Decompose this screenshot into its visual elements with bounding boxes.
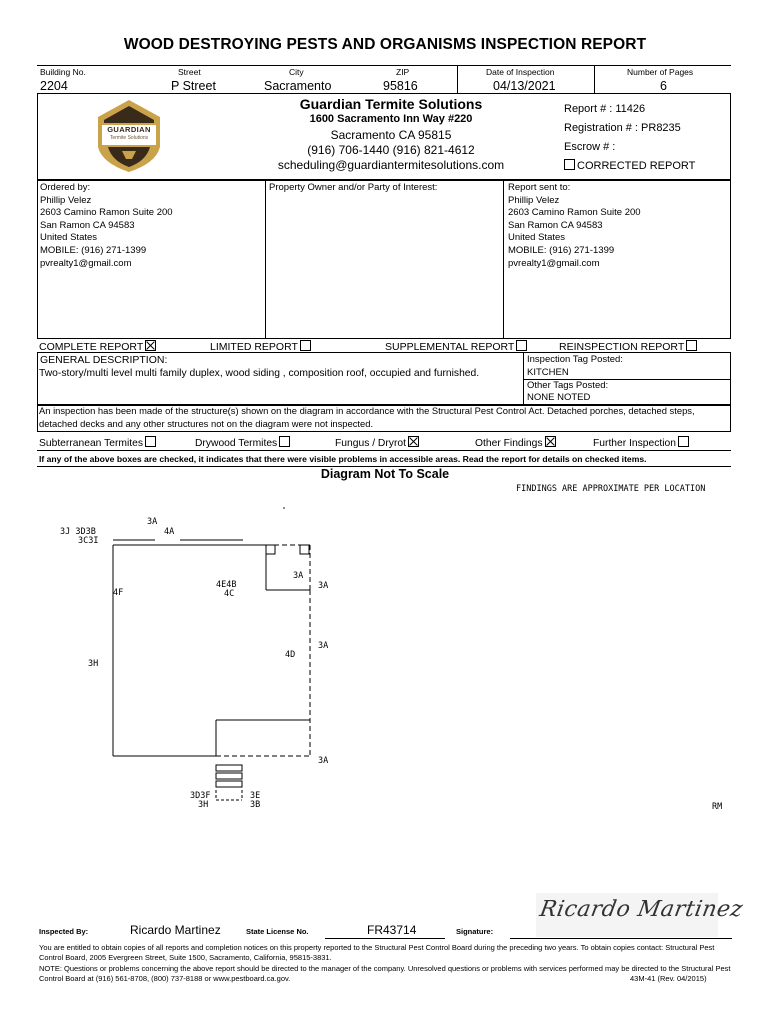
- company-phones: (916) 706-1440 (916) 821-4612: [307, 143, 475, 157]
- subterranean-label: Subterranean Termites: [39, 438, 143, 449]
- ordered-by-street: 2603 Camino Ramon Suite 200: [40, 207, 173, 219]
- ordered-by-name: Phillip Velez: [40, 194, 92, 206]
- marker-box-2: [300, 545, 309, 554]
- label-3d3f: 3D3F: [190, 791, 211, 801]
- signature-underline: [510, 938, 732, 939]
- report-sent-city: San Ramon CA 94583: [508, 219, 603, 231]
- label-3a-right-1: 3A: [293, 571, 304, 581]
- limited-report-label: LIMITED REPORT: [210, 341, 298, 353]
- other-findings-label: Other Findings: [475, 438, 543, 449]
- ordered-by-city: San Ramon CA 94583: [40, 219, 135, 231]
- license-number: FR43714: [367, 923, 417, 937]
- diagram-dot: [283, 507, 285, 509]
- label-3h-bottom: 3H: [198, 800, 209, 810]
- label-3e: 3E: [250, 791, 261, 801]
- date-value: 04/13/2021: [493, 79, 556, 93]
- notice-copies: You are entitled to obtain copies of all reports and completion notices on this property reported to the Structural Pest Control Board during the preceding two years. To obtain copies contact: Structural Pest Control Board, 2005 Evergreen Street, Suite 1500, Sacramento, California, 95815-3831.: [39, 943, 715, 962]
- tag-posted-label: Inspection Tag Posted:: [527, 354, 623, 365]
- inspector-name: Ricardo Martinez: [130, 923, 221, 937]
- building-label: Building No.: [40, 67, 86, 77]
- label-4e4b: 4E4B: [216, 580, 237, 590]
- signature-image: [536, 893, 745, 937]
- other-tags-value: NONE NOTED: [527, 392, 591, 403]
- ordered-by-email: pvrealty1@gmail.com: [40, 257, 132, 269]
- zip-value: 95816: [383, 79, 418, 93]
- further-inspection-label: Further Inspection: [593, 438, 676, 449]
- label-4c: 4C: [224, 589, 235, 599]
- zip-label: ZIP: [396, 67, 410, 77]
- label-3a-right-2: 3A: [318, 581, 329, 591]
- street-value: P Street: [171, 79, 216, 93]
- pages-value: 6: [660, 79, 667, 93]
- report-sent-phone: MOBILE: (916) 271-1399: [508, 244, 615, 256]
- report-sent-street: 2603 Camino Ramon Suite 200: [508, 207, 641, 219]
- drywood-label: Drywood Termites: [195, 438, 278, 449]
- stair-step-3: [216, 781, 242, 787]
- report-title: WOOD DESTROYING PESTS AND ORGANISMS INSPECTION REPORT: [123, 36, 647, 53]
- label-rm: RM: [712, 802, 723, 812]
- company-city: Sacramento CA 95815: [330, 128, 452, 142]
- stair-step-1: [216, 765, 242, 771]
- company-name: Guardian Termite Solutions: [299, 96, 483, 112]
- license-label: State License No.: [246, 927, 309, 936]
- label-4f: 4F: [113, 588, 124, 598]
- reinspection-report-label: REINSPECTION REPORT: [559, 341, 685, 353]
- label-4a: 4A: [164, 527, 175, 537]
- date-label: Date of Inspection: [486, 67, 555, 77]
- inspected-by-label: Inspected By:: [39, 927, 89, 936]
- diagram-note: FINDINGS ARE APPROXIMATE PER LOCATION: [516, 484, 706, 494]
- logo-text-sub: Termite Solutions: [109, 135, 149, 141]
- report-sent-email: pvrealty1@gmail.com: [508, 257, 600, 269]
- label-4d: 4D: [285, 650, 296, 660]
- city-label: City: [289, 67, 304, 77]
- general-description-label: GENERAL DESCRIPTION:: [40, 354, 168, 366]
- stair-step-2: [216, 773, 242, 779]
- owner-label: Property Owner and/or Party of Interest:: [269, 182, 438, 193]
- label-3b: 3B: [250, 800, 261, 810]
- report-sent-name: Phillip Velez: [508, 194, 560, 206]
- general-description-text: Two-story/multi level multi family duplex, wood siding , composition roof, occupied and furnished.: [39, 368, 480, 379]
- warning-text: If any of the above boxes are checked, it indicates that there were visible problems in accessible areas. Read the report for details on checked items.: [39, 454, 647, 464]
- label-3a-bottom: 3A: [318, 756, 329, 766]
- pages-label: Number of Pages: [627, 67, 694, 77]
- label-3j-3d3b: 3J 3D3B: [60, 527, 96, 537]
- marker-box-1: [266, 545, 275, 554]
- other-tags-label: Other Tags Posted:: [527, 380, 609, 391]
- registration-number: Registration # : PR8235: [564, 122, 681, 134]
- form-number: 43M-41 (Rev. 04/2015): [626, 974, 707, 983]
- ordered-by-country: United States: [40, 232, 98, 244]
- company-address: 1600 Sacramento Inn Way #220: [309, 113, 473, 125]
- tag-posted-value: KITCHEN: [527, 367, 569, 378]
- logo-text-guardian: GUARDIAN: [107, 125, 151, 134]
- escrow-number: Escrow # :: [564, 141, 616, 153]
- signature-text: Ricardo Martinez: [537, 897, 745, 922]
- corrected-report-label: CORRECTED REPORT: [577, 160, 696, 172]
- label-3a-right-3: 3A: [318, 641, 329, 651]
- notice-questions: NOTE: Questions or problems concerning the above report should be directed to the manager of the company. Unresolved questions or problems with services performed may be directed to the Structural Pest Control Board at (916) 561-8708, (800) 737-8188 or www.pestboard.ca.gov.: [39, 964, 731, 983]
- diagram-title: Diagram Not To Scale: [320, 467, 450, 481]
- ordered-by-phone: MOBILE: (916) 271-1399: [40, 244, 147, 256]
- inspection-statement: An inspection has been made of the structure(s) shown on the diagram in accordance with the Structural Pest Control Act. Detached porches, detached steps, detached decks and any other structures not on the diagram were not inspected.: [39, 405, 695, 429]
- label-3c3i: 3C3I: [78, 536, 99, 546]
- supplemental-report-label: SUPPLEMENTAL REPORT: [385, 341, 515, 353]
- fungus-label: Fungus / Dryrot: [335, 438, 406, 449]
- signature-label: Signature:: [456, 927, 494, 936]
- report-sent-label: Report sent to:: [508, 182, 571, 193]
- ordered-by-label: Ordered by:: [40, 182, 91, 193]
- report-number: Report # : 11426: [564, 103, 646, 115]
- city-value: Sacramento: [264, 79, 332, 93]
- label-3h: 3H: [88, 659, 99, 669]
- building-value: 2204: [40, 79, 68, 93]
- street-label: Street: [178, 67, 201, 77]
- company-email[interactable]: scheduling@guardiantermitesolutions.com: [277, 158, 505, 172]
- complete-report-label: COMPLETE REPORT: [39, 341, 144, 353]
- report-sent-country: United States: [508, 232, 566, 244]
- label-3a-top: 3A: [147, 517, 158, 527]
- license-underline: [325, 938, 445, 939]
